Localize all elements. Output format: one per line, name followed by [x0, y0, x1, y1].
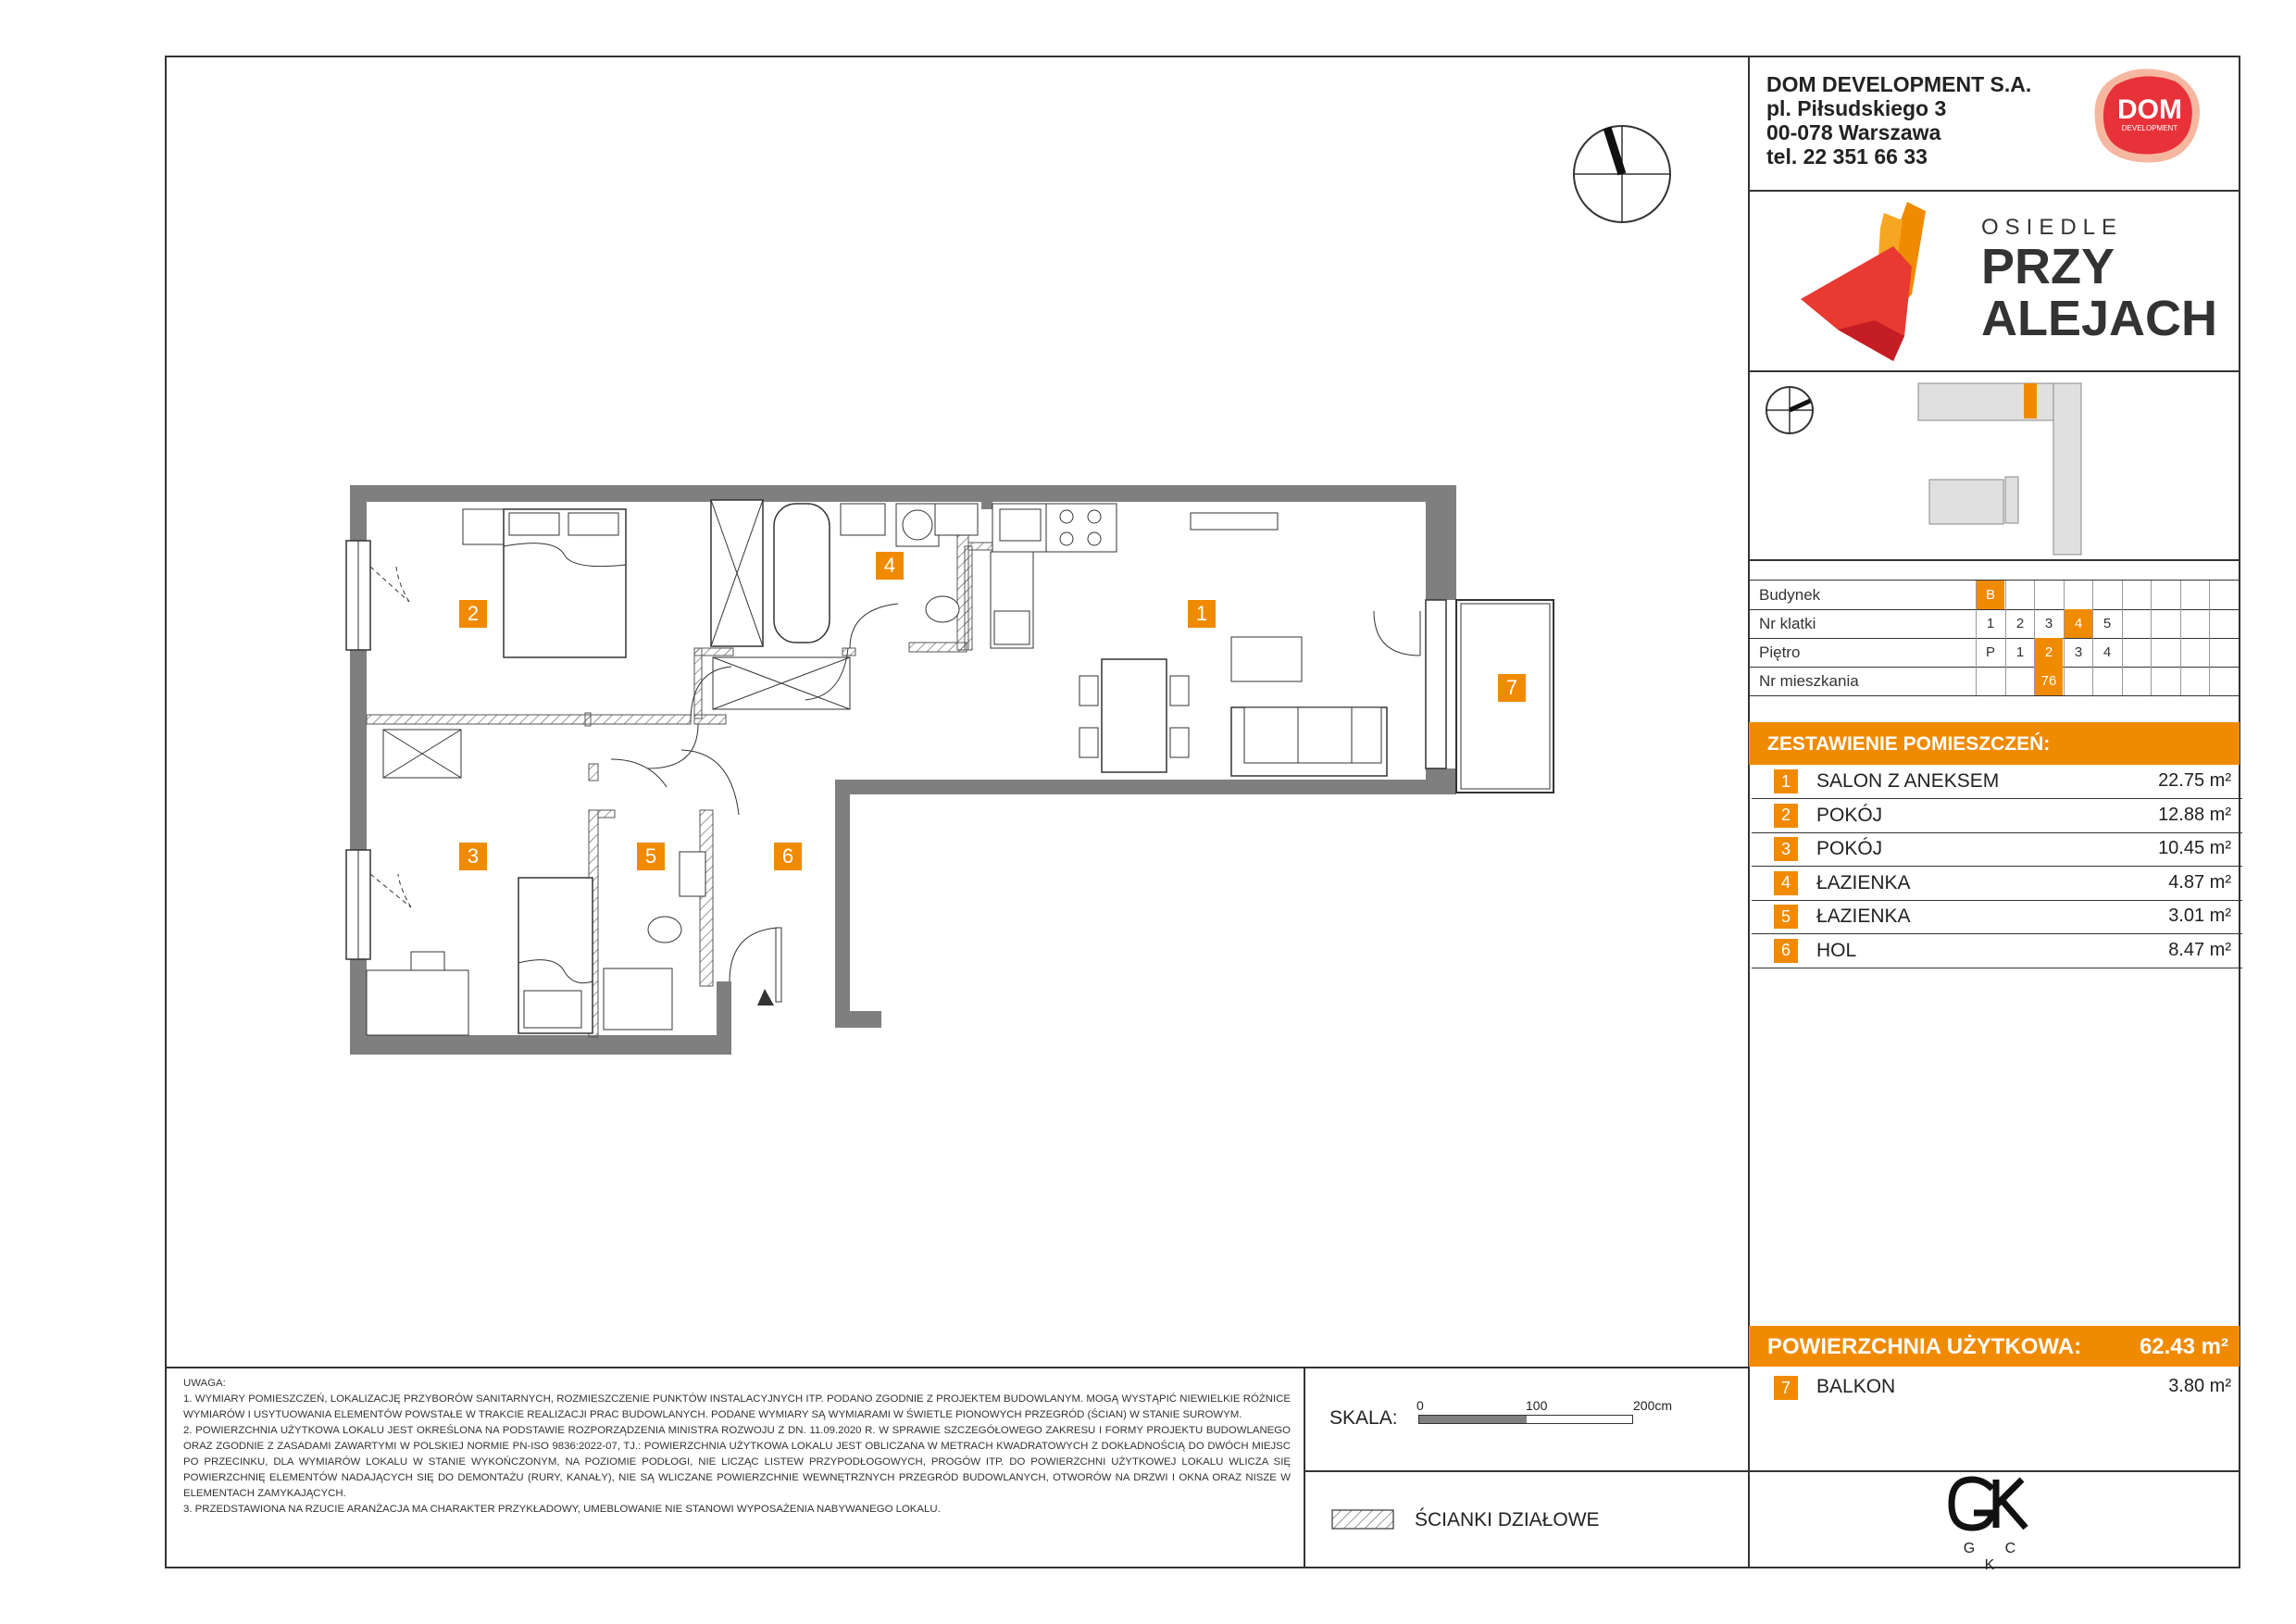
- info-grid-cell: 4: [2064, 609, 2092, 638]
- company-info: [1766, 72, 2031, 169]
- info-grid-cell: 3: [2064, 638, 2092, 667]
- scale-tick-0: 0: [1416, 1398, 1424, 1413]
- info-grid-cell: 2: [2034, 638, 2063, 667]
- balcony-number-badge: 7: [1774, 1376, 1798, 1400]
- room-number-badge: 4: [1774, 871, 1798, 895]
- info-grid-cell: 76: [2034, 667, 2063, 695]
- scale-legend-divider: [1304, 1470, 1750, 1472]
- info-grid-cell: [2180, 581, 2209, 609]
- gck-logo-letters: G C K: [1963, 1541, 2029, 1573]
- room-name: ŁAZIENKA: [1816, 871, 1911, 893]
- note-3: 3. PRZEDSTAWIONA NA RZUCIE ARANŻACJA MA CHARAKTER PRZYKŁADOWY, UMEBLOWANIE NIE STANOWI WYPOSAŻENIA NABYWANEGO LOKALU.: [183, 1504, 941, 1515]
- logo-text: DOM: [2117, 94, 2182, 125]
- info-grid-cell: 5: [2092, 609, 2121, 638]
- grid-label-apartment: Nr mieszkania: [1759, 672, 1859, 690]
- info-grid-cell: [2151, 609, 2179, 638]
- info-grid-cell: 3: [2034, 609, 2063, 638]
- plan-room-label-7: 7: [1498, 674, 1526, 702]
- info-grid-cell: [2064, 581, 2092, 609]
- gck-logo: [1944, 1476, 2055, 1573]
- scale-bar: [1418, 1415, 1633, 1424]
- info-grid-cell: [2034, 581, 2063, 609]
- room-name: POKÓJ: [1816, 838, 1883, 859]
- room-row: [1752, 799, 2242, 833]
- info-grid-cell: [2209, 609, 2238, 638]
- plan-room-label-3: 3: [459, 843, 487, 870]
- note-2: 2. POWIERZCHNIA UŻYTKOWA LOKALU JEST OKREŚLONA NA PODSTAWIE ROZPORZĄDZENIA MINISTRA ROZWOJU Z DN. 11.09.2020 R. W SPRAWIE SZCZEGÓŁOWEGO ZAKRESU I FORMY PROJEKTU BUDOWLANEGO ORAZ ZGODNIE Z ZASADAMI ZAWARTYMI W POLSKIEJ NORMIE PN-ISO 9836:2022-07, TJ.: POWIERZCHNIA UŻYTKOWA LOKALU JEST OBLICZANA W METRACH KWADRATOWYCH Z DOKŁADNOŚCIĄ DO DWÓCH MIEJSC PO PRZECINKU, DLA WYMIARÓW LOKALU W STANIE WYKOŃCZONYM, NA POZIOMIE PODŁOGI, NIE LICZĄC LISTEW PRZYPODŁOGOWYCH, PROGÓW ITP. DO POWIERZCHNI UŻYTKOWEJ LOKALU WLICZA SIĘ POWIERZCHNIĘ ELEMENTÓW NADAJĄCYCH SIĘ DO DEMONTAŻU (RURY, KANAŁY), NIE SĄ WLICZANE POWIERZCHNIE WEWNĘTRZNYCH PRZEGRÓD BUDOWLANYCH, OTWORÓW NA DRZWI I OKNA ORAZ NISZE W ELEMENTACH ZAMYKAJĄCYCH.: [183, 1425, 1291, 1499]
- info-grid-cell: [2092, 667, 2121, 695]
- rooms-header-text: ZESTAWIENIE POMIESZCZEŃ:: [1767, 733, 2051, 755]
- hatch-swatch-icon: [1331, 1509, 1394, 1530]
- project-name-line2: PRZY: [1981, 239, 2115, 294]
- info-grid-cell: [2209, 638, 2238, 667]
- info-grid-cell: [2209, 667, 2238, 695]
- grid-line: [1748, 695, 2240, 696]
- grid-label-floor: Piętro: [1759, 643, 1801, 661]
- room-row: [1752, 934, 2242, 968]
- info-grid-cell: B: [1976, 581, 2004, 609]
- room-area: 3.01 m²: [2168, 906, 2231, 926]
- sidebar-sep: [1748, 559, 2240, 561]
- room-number-badge: 1: [1774, 769, 1798, 793]
- company-name: DOM DEVELOPMENT S.A.: [1766, 72, 2032, 96]
- info-grid-cell: [2180, 638, 2209, 667]
- room-name: POKÓJ: [1816, 804, 1883, 826]
- sidebar-sep: [1748, 190, 2240, 192]
- room-area: 22.75 m²: [2158, 770, 2231, 791]
- total-area-label: POWIERZCHNIA UŻYTKOWA:: [1767, 1334, 2082, 1359]
- balcony-area: 3.80 m²: [2168, 1376, 2231, 1396]
- info-grid-cell: [2005, 667, 2034, 695]
- notes-divider: [165, 1367, 1750, 1368]
- plan-room-label-6: 6: [774, 843, 802, 870]
- room-name: HOL: [1816, 939, 1857, 961]
- info-grid-cell: 1: [1976, 609, 2004, 638]
- company-address2: 00-078 Warszawa: [1766, 120, 1941, 144]
- sidebar-sep: [1748, 1470, 2240, 1472]
- company-phone: tel. 22 351 66 33: [1766, 144, 1928, 169]
- project-logo: [1801, 202, 1967, 361]
- info-grid-cell: [2092, 581, 2121, 609]
- info-grid-cell: [2180, 667, 2209, 695]
- info-grid-cell: [2180, 609, 2209, 638]
- info-grid-cell: [2209, 581, 2238, 609]
- info-grid-cell: [2122, 667, 2151, 695]
- room-number-badge: 5: [1774, 905, 1798, 929]
- notes-scale-divider: [1304, 1367, 1305, 1568]
- info-grid-cell: [2151, 667, 2179, 695]
- room-area: 10.45 m²: [2158, 838, 2231, 858]
- notes-title: UWAGA:: [183, 1378, 226, 1389]
- room-name: ŁAZIENKA: [1816, 906, 1911, 927]
- plan-room-label-2: 2: [459, 600, 487, 628]
- dom-development-logo: [2088, 65, 2208, 169]
- room-area: 12.88 m²: [2158, 804, 2231, 825]
- project-name: [1981, 215, 2217, 344]
- total-area-bar: [1749, 1326, 2240, 1367]
- sidebar-sep: [1748, 370, 2240, 372]
- total-area-value: 62.43 m²: [2139, 1334, 2228, 1359]
- balcony-row: [1752, 1370, 2242, 1404]
- project-name-line1: OSIEDLE: [1981, 215, 2124, 240]
- info-grid-cell: 4: [2092, 638, 2121, 667]
- info-grid-cell: [2122, 581, 2151, 609]
- room-number-badge: 2: [1774, 804, 1798, 828]
- room-row: [1752, 900, 2242, 934]
- grid-label-building: Budynek: [1759, 586, 1821, 604]
- legend-partition-walls: ŚCIANKI DZIAŁOWE: [1415, 1509, 1600, 1530]
- north-compass-icon: [1570, 122, 1674, 226]
- plan-room-label-4: 4: [876, 552, 904, 580]
- plan-room-label-1: 1: [1188, 600, 1216, 628]
- grid-label-staircase: Nr klatki: [1759, 615, 1816, 632]
- room-row: [1752, 832, 2242, 867]
- rooms-header: [1749, 722, 2240, 765]
- room-row: [1752, 867, 2242, 901]
- project-name-line3: ALEJACH: [1981, 291, 2218, 346]
- room-name: SALON Z ANEKSEM: [1816, 770, 2000, 792]
- room-number-badge: 3: [1774, 837, 1798, 861]
- note-1: 1. WYMIARY POMIESZCZEŃ, LOKALIZACJĘ PRZYBORÓW SANITARNYCH, ROZMIESZCZENIE PUNKTÓW INSTALACYJNYCH ITP. PODANO ZGODNIE Z PROJEKTEM BUDOWLANYM. MOGĄ WYSTĄPIĆ NIEWIELKIE RÓŻNICE WYMIARÓW I USYTUOWANIA ELEMENTÓW POWSTAŁE W TRAKCIE REALIZACJI PRAC BUDOWLANYCH. PODANE WYMIARY SĄ WYMIARAMI W ŚWIETLE PIONOWYCH PRZEGRÓD (ŚCIAN) W STANIE SUROWYM.: [183, 1393, 1291, 1420]
- floor-plan: [343, 481, 1592, 1056]
- scale-tick-100: 100: [1526, 1398, 1548, 1413]
- info-grid-cell: [2122, 609, 2151, 638]
- info-grid-cell: [2064, 667, 2092, 695]
- info-grid-cell: [1976, 667, 2004, 695]
- scale-label: SKALA:: [1329, 1407, 1398, 1429]
- info-grid-cell: P: [1976, 638, 2004, 667]
- room-area: 4.87 m²: [2168, 871, 2231, 893]
- room-row: [1752, 765, 2242, 799]
- info-grid-cell: [2122, 638, 2151, 667]
- company-address1: pl. Piłsudskiego 3: [1766, 96, 1947, 120]
- room-area: 8.47 m²: [2168, 939, 2231, 960]
- key-plan-compass-icon: [1764, 384, 1816, 436]
- scale-tick-200: 200cm: [1633, 1398, 1673, 1413]
- info-grid-cell: 2: [2005, 609, 2034, 638]
- info-grid-cell: [2151, 581, 2179, 609]
- info-grid-cell: 1: [2005, 638, 2034, 667]
- info-grid-cell: [2005, 581, 2034, 609]
- balcony-name: BALKON: [1816, 1376, 1896, 1397]
- logo-subtext: DEVELOPMENT: [2121, 124, 2178, 132]
- room-number-badge: 6: [1774, 939, 1798, 963]
- key-plan-site-map: [1915, 380, 2100, 556]
- plan-room-label-5: 5: [637, 843, 665, 870]
- notes: [183, 1376, 1291, 1518]
- info-grid-cell: [2151, 638, 2179, 667]
